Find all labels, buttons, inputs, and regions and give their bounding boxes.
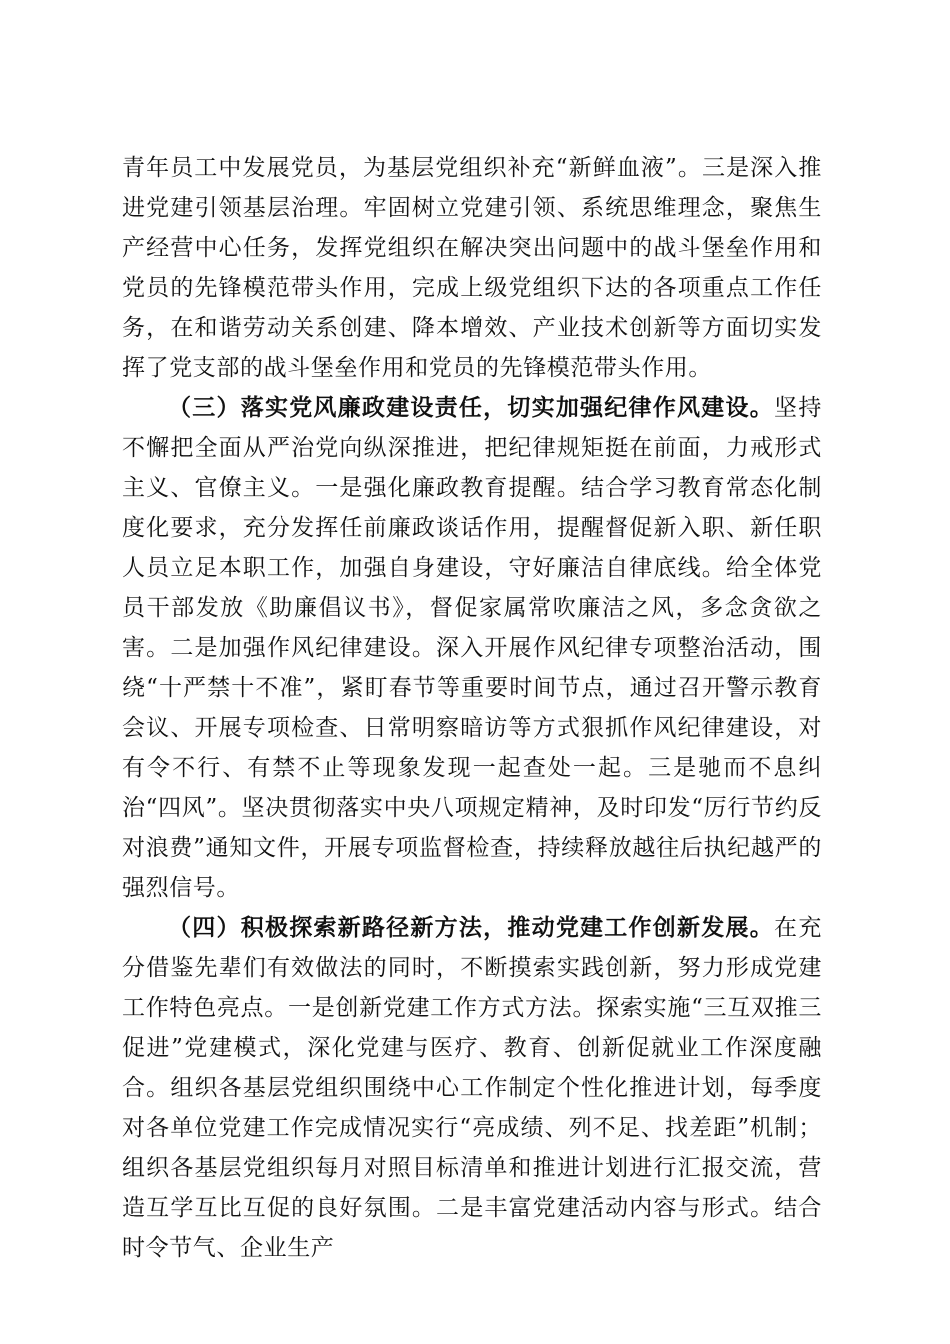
paragraph-body: 青年员工中发展党员，为基层党组织补充“新鲜血液”。三是深入推进党建引领基层治理。牢固树立党建引领、系统思维理念，聚焦生产经营中心任务，发挥党组织在解决突出问题中的战斗堡垒作用和党员的先锋模范带头作用，完成上级党组织下达的各项重点工作任务，在和谐劳动关系创建、降本增效、产业技术创新等方面切实发挥了党支部的战斗堡垒作用和党员的先锋模范带头作用。 (122, 155, 822, 381)
paragraph-party-building-governance (122, 148, 822, 388)
document-body (122, 148, 822, 1268)
paragraph-innovation (122, 908, 822, 1268)
paragraph-integrity-discipline (122, 388, 822, 908)
paragraph-body: 在充分借鉴先辈们有效做法的同时，不断摸索实践创新，努力形成党建工作特色亮点。一是创新党建工作方式方法。探索实施“三互双推三促进”党建模式，深化党建与医疗、教育、创新促就业工作深度融合。组织各基层党组织围绕中心工作制定个性化推进计划，每季度对各单位党建工作完成情况实行“亮成绩、列不足、找差距”机制；组织各基层党组织每月对照目标清单和推进计划进行汇报交流，营造互学互比互促的良好氛围。二是丰富党建活动内容与形式。结合时令节气、企业生产 (122, 915, 823, 1261)
paragraph-body: 坚持不懈把全面从严治党向纵深推进，把纪律规矩挺在前面，力戒形式主义、官僚主义。一是强化廉政教育提醒。结合学习教育常态化制度化要求，充分发挥任前廉政谈话作用，提醒督促新入职、新任职人员立足本职工作，加强自身建设，守好廉洁自律底线。给全体党员干部发放《助廉倡议书》，督促家属常吹廉洁之风，多念贪欲之害。二是加强作风纪律建设。深入开展作风纪律专项整治活动，围绕“十严禁十不准”，紧盯春节等重要时间节点，通过召开警示教育会议、开展专项检查、日常明察暗访等方式狠抓作风纪律建设，对有令不行、有禁不止等现象发现一起查处一起。三是驰而不息纠治“四风”。坚决贯彻落实中央八项规定精神，及时印发“厉行节约反对浪费”通知文件，开展专项监督检查，持续释放越往后执纪越严的强烈信号。 (122, 395, 823, 901)
section-heading-four: （四）积极探索新路径新方法，推动党建工作创新发展。 (168, 915, 774, 941)
section-heading-three: （三）落实党风廉政建设责任，切实加强纪律作风建设。 (168, 395, 774, 421)
